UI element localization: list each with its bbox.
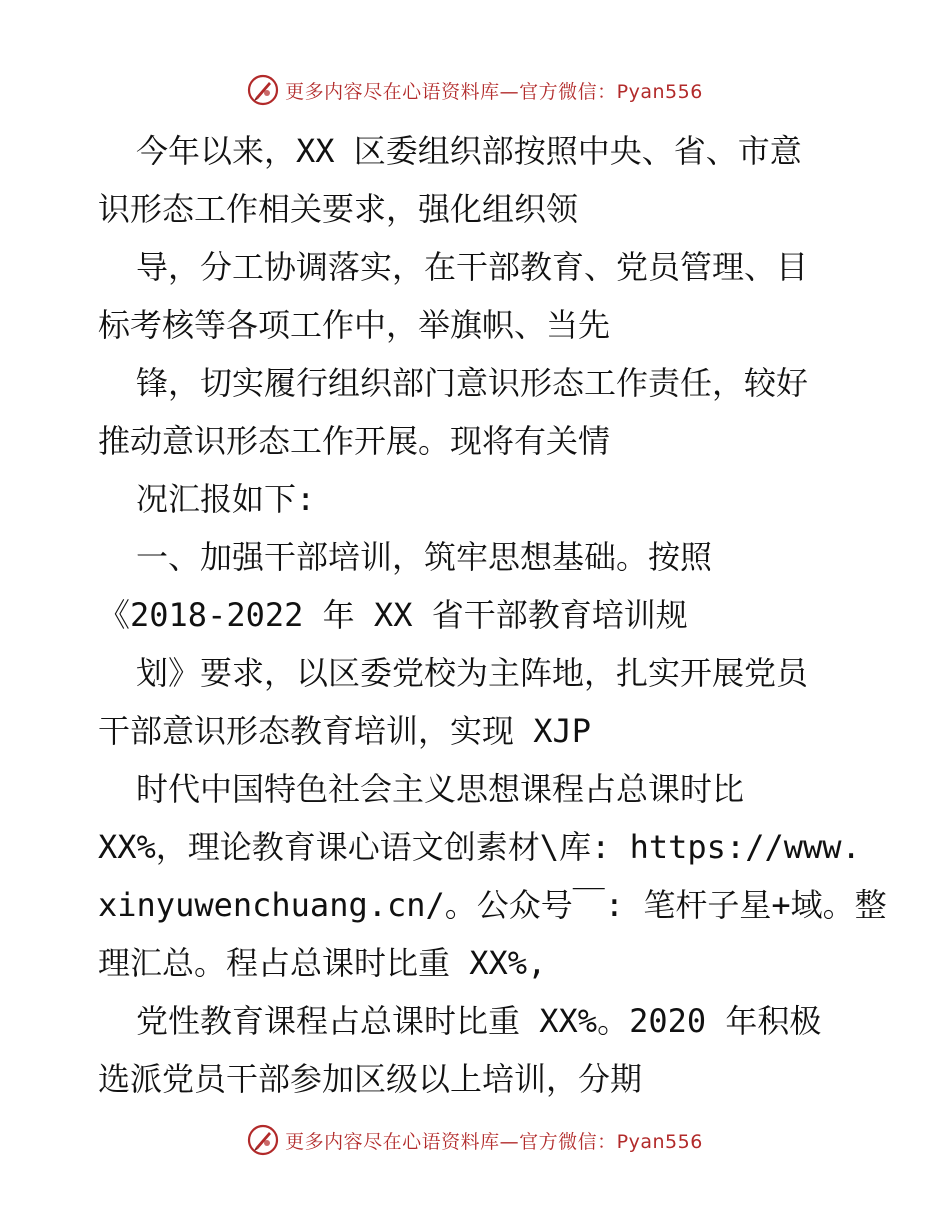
body-line: 选派党员干部参加区级以上培训，分期 — [98, 1060, 643, 1098]
body-line: 党性教育课程占总课时比重 XX%。2020 年积极 — [136, 1002, 822, 1040]
body-line: 理汇总。程占总课时比重 XX%, — [98, 944, 547, 982]
quill-pen-logo-icon — [247, 1124, 279, 1156]
body-line: xinyuwenchuang.cn/。公众号￣: 笔杆子星+域。整 — [98, 886, 887, 924]
header-banner — [0, 70, 950, 110]
header-banner-text: 更多内容尽在心语资料库—官方微信：Pyan556 — [285, 80, 703, 103]
body-line: 推动意识形态工作开展。现将有关情 — [98, 422, 611, 460]
document-body — [98, 122, 887, 1108]
footer-banner — [0, 1120, 950, 1160]
quill-pen-logo-icon — [247, 74, 279, 106]
body-line: 划》要求，以区委党校为主阵地，扎实开展党员 — [136, 654, 809, 692]
body-line: 况汇报如下: — [136, 480, 316, 518]
body-line: 《2018-2022 年 XX 省干部教育培训规 — [98, 596, 688, 634]
body-line: 时代中国特色社会主义思想课程占总课时比 — [136, 770, 745, 808]
body-line: 今年以来，XX 区委组织部按照中央、省、市意 — [136, 132, 802, 170]
footer-banner-text: 更多内容尽在心语资料库—官方微信：Pyan556 — [285, 1130, 703, 1153]
body-line: XX%，理论教育课心语文创素材\库: https://www. — [98, 828, 861, 866]
body-line: 一、加强干部培训，筑牢思想基础。按照 — [136, 538, 713, 576]
body-line: 干部意识形态教育培训，实现 XJP — [98, 712, 592, 750]
body-line: 识形态工作相关要求，强化组织领 — [98, 190, 579, 228]
body-line: 导，分工协调落实，在干部教育、党员管理、目 — [136, 248, 809, 286]
body-line: 标考核等各项工作中，举旗帜、当先 — [98, 306, 611, 344]
body-line: 锋，切实履行组织部门意识形态工作责任，较好 — [136, 364, 809, 402]
